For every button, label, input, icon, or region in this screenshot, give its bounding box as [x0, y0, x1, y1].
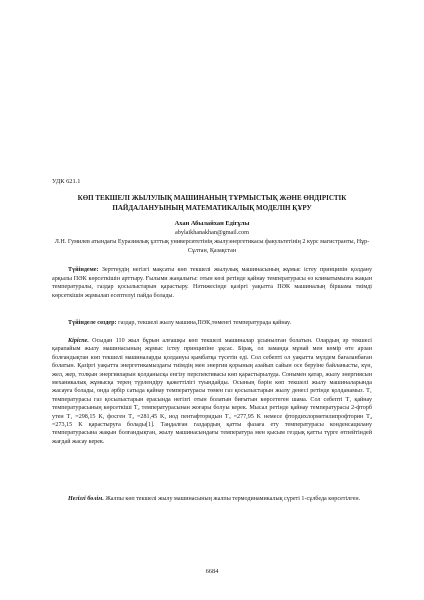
keywords-label: Түйінделе сөздер:	[68, 320, 117, 326]
abstract-text: Зерттеудің негізгі мақсаты көп текшелі жылулық машинасының жұмыс істеу принципін қолдану арқылы ПӘК көрсеткішін арттыру. Ғылыми жаңалығы: отын көзі ретінде қайнау температурасы өз климатымызға жақын температуралы, газдар қосылыстарын қарастыру. Нәтижесінде қазіргі уақытта ПӘК машиналың біршама тиімді көрсеткішін жұмылап есептелуі пайда болады.	[52, 267, 372, 299]
author-affiliation: Л.Н. Гумилев атындағы Еуразиялық ұлттық университетінің жылуэнергетикасы факультетінің 2 курс магистранты, Нұр-Сұлтан, Қазақстан	[54, 239, 370, 254]
paper-title: КӨП ТЕКШЕЛІ ЖЫЛУЛЫҚ МАШИНАНЫҢ ТҰРМЫСТЫҚ ЖӘНЕ ӨНДІРІСТІК ПАЙДАЛАНУЫНЫҢ МАТЕМАТИКАЛЫҚ МОДЕЛІН ҚҰРУ	[77, 194, 347, 212]
main-label: Негізгі бөлім.	[68, 496, 104, 502]
keywords-paragraph	[52, 319, 372, 328]
intro-label: Кіріспе.	[68, 338, 89, 344]
udk-code: УДК 621.1	[52, 178, 81, 185]
abstract-label: Түйіндеме:	[68, 267, 99, 273]
main-text: Жалпы көп текшелі жылу машинасының жалпы термодинамикалық сүреті 1-сұлбеда көрсетілген.	[103, 496, 361, 502]
author-name: Ахан Абылайхан Едігұлы	[174, 220, 250, 227]
keywords-text: газдар, текшелі жылу машина,ПӘК,төменгі температурада қайнау.	[116, 320, 292, 326]
author-email: abylaikhanakhan@gmail.com	[175, 229, 249, 236]
introduction-paragraph	[52, 337, 372, 446]
page-number: 6684	[205, 568, 219, 575]
main-section-paragraph	[52, 495, 372, 503]
intro-text: Осыдан 110 жыл бұрын алғашқы көп текшелі машиналар ұсынылған болатын. Олардың әр текшесі қарапайым жылу машинасының жұмыс істеу принципіне ұқсас. Бірақ, ол заманда мұнай мен көмір өте арзан болғандықтан көп текшелі машиналарды қолдануы қымбатқа түсетін еді. Сол себепті ол уақытта мүлдем бағаланбаған болатын. Қазіргі уақытта энергетикамыздағы тиімдің мен энергия қорының азайып сайын осе беруіне байланысты, күн, жел, жер, толқын энергияларын қолданысқа енгізу перспективасы көп қарастырылуда. Сонымен қатар, жылу энергиясын механикалық жұмысқа терең түрлендіру қажеттілігі туындайды. Осының бәрін көп текшелі жылу машиналарында жасауға болады, онда әрбір сатыда қайнау температурасы төмен газ қосылыстарын жылу денесі ретінде қолданамыз. T₁ температурасы газ қосылыстарын ерасында негізгі отын болатын биғытын көрсетеген шама. Сол себепті T₁ қайнау температурасының көрсеткіші T₂ температурасынан жоғары болуы керек. Мысал ретінде қайнау температурасы 2-фторб утен T₁ =298,15 K, фосген T₂ =281,45 K, иод пентафторидын T₃ =277,95 K немесе фтордихлорметилипрофторин T₄ =273,15 K қарастыруға болады[1]. Таңдалған газдардың қатты фазаға ету температурасы конденсацилану температурасына жақын болғандықтан, жылу машинасындағы температура мен қысым гездық қатты түрге өтпейтіндей жағдай жасау керек.	[52, 338, 372, 445]
abstract-paragraph	[52, 266, 372, 300]
